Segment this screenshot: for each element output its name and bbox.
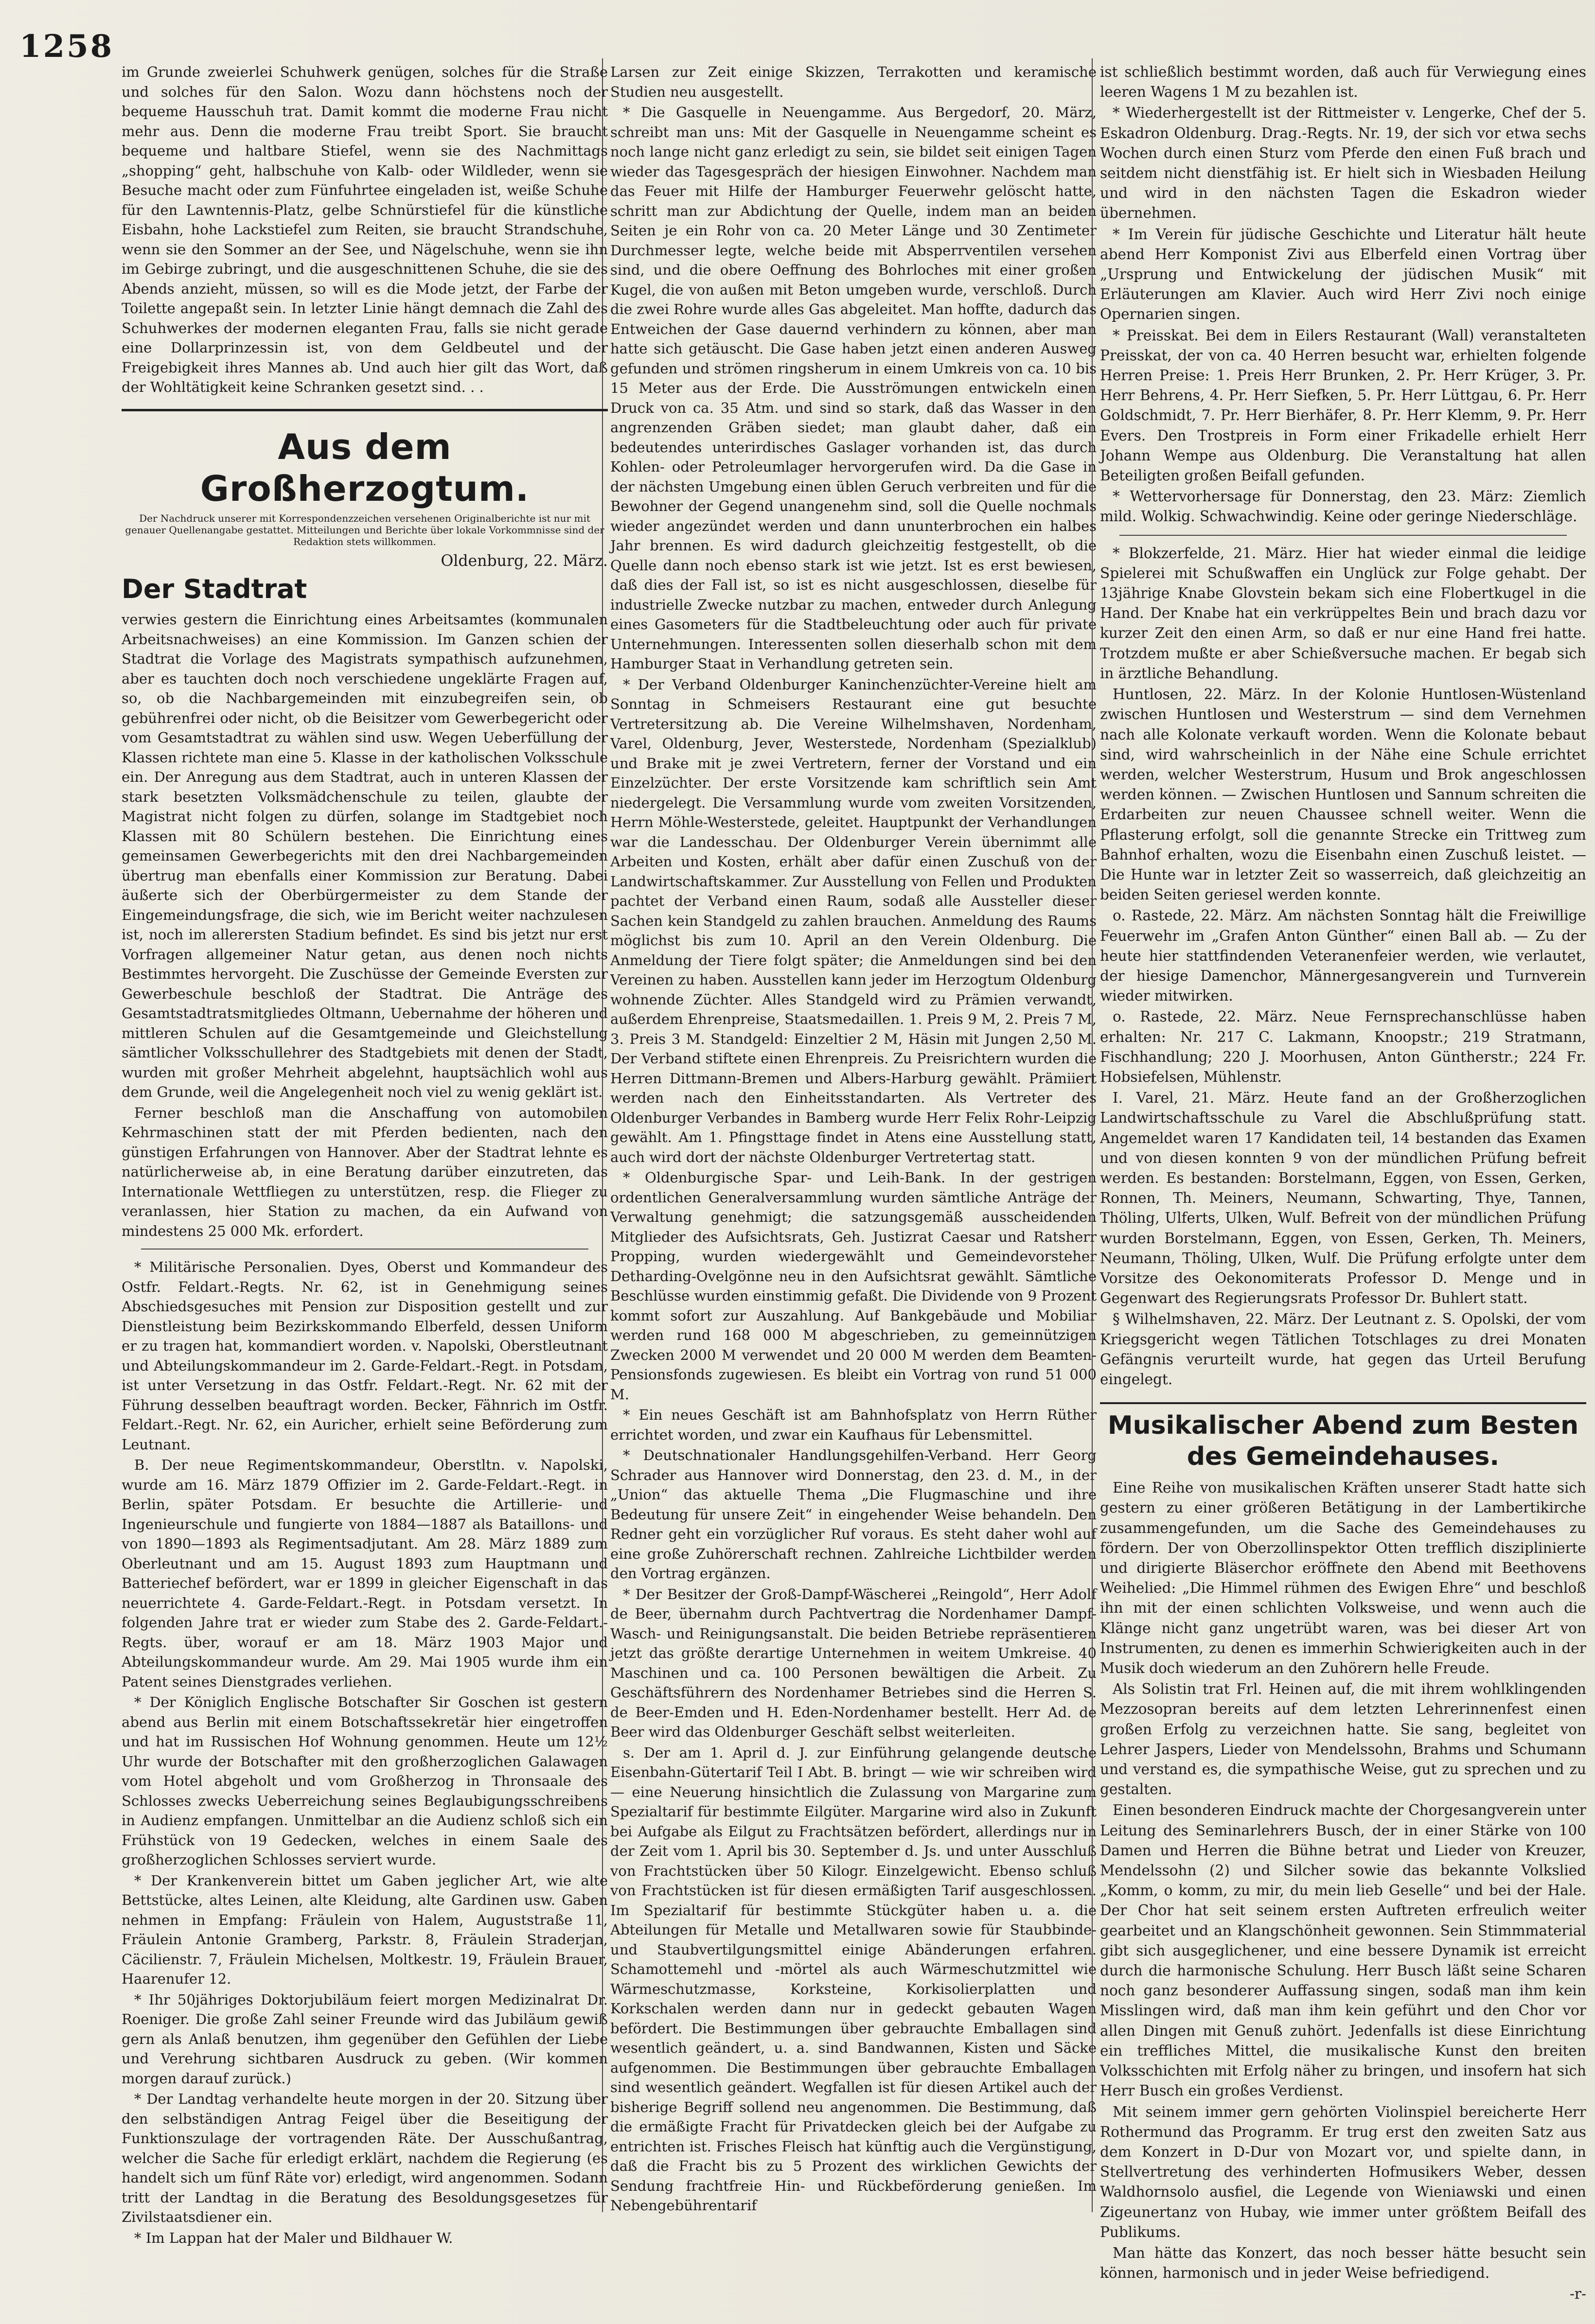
article-huntlosen: Huntlosen, 22. März. In der Kolonie Huntlosen-Wüstenland zwischen Huntlosen und Westerstrum — sind dem Vernehmen nach alle Kolonate verkauft worden. Wenn die Kolonate bebaut sind, wird wahrscheinlich in der Nähe eine Schule errichtet werden, welcher Westerstrum, Husum und Brok angeschlossen werden können. — Zwischen Huntlosen und Sannum schreiten die Erdarbeiten zur neuen Chaussee schnell weiter. Wenn die Pflasterung erfolgt, soll die genannte Strecke ein Trittweg zum Bahnhof erhalten, wozu die Eisenbahn einen Zuschuß leistet. — Die Hunte war in letzter Zeit so wasserreich, daß gleichzeitig an beiden Seiten geriesel werden konnte. [1100, 686, 1586, 903]
article-blokzerfelde: * Blokzerfelde, 21. März. Hier hat wieder einmal die leidige Spielerei mit Schußwaffen ein Unglück zur Folge gehabt. Der 13jährige Knabe Glovstein bekam sich eine Flobertkugel in die Hand. Der Knabe hat ein verkrüppeltes Bein und brach dazu vor kurzer Zeit den einen Arm, so daß er nur eine Hand frei hatte. Trotzdem mußte er aber Schießversuche machen. Er begab sich in ärztliche Behandlung. [1100, 545, 1586, 682]
headline-musikalischer-abend: Musikalischer Abend zum Besten des Gemeindehauses. [1100, 1402, 1586, 1472]
article-lappan: * Im Lappan hat der Maler und Bildhauer W. [134, 2229, 453, 2246]
article-eisenbahn: s. Der am 1. April d. J. zur Einführung gelangende deutsche Eisenbahn-Gütertarif Teil I Abt. B. bringt — wie wir schreiben wird — eine Neuerung hinsichtlich die Zulassung von Margarine zum Spezialtarif für bestimmte Eilgüter. Margarine wird also in Zukunft bei Aufgabe als Eilgut zu Frachtsätzen befördert, allerdings nur in der Zeit vom 1. April bis 30. September d. Js. und unter Ausschluß von Frachtstücken über 50 Kilogr. Einzelgewicht. Ebenso schluß von Frachtstücken ist für diesen ermäßigten Tarif ausgeschlossen. Im Spezialtarif für bestimmte Stückgüter haben u. a. die Abteilungen für Metalle und Metallwaren sowie für Staubbinde- und Staubvertilgungsmittel einige Abänderungen erfahren. Schamottemehl und -mörtel als auch Wärmeschutzmittel wie Wärmeschutzmasse, Korksteine, Korkisolierplatten und Korkschalen werden dann nur in gedeckt gebauten Wagen befördert. Die Bestimmungen über gebrauchte Emballagen sind wesentlich geändert, u. a. sind Bandwannen, Kisten und Säcke aufgenommen. Die Bestimmungen über gebrauchte Emballagen sind wesentlich geändert. Wegfallen ist für diesen Artikel auch der bisherige Begriff sollend neu angenommen. Die Bestimmung, daß die ermäßigte Fracht für Privatdecken gleich bei der Aufgabe zu entrichten ist. Frisches Fleisch hat künftig auch die Vergünstigung, daß die Fracht bis zu 5 Prozent des wirklichen Gewichts der Sendung frachtfreie Hin- und Rückbeförderung genießen. Im Nebengebührentarif [610, 1744, 1097, 2214]
article-sparbank: * Oldenburgische Spar- und Leih-Bank. In der gestrigen ordentlichen Generalversammlung wurden sämtliche Anträge der Verwaltung genehmigt; die satzungsgemäß ausscheidenden Mitglieder des Aufsichtsrats, Geh. Justizrat Caesar und Ratsherr Propping, wurden wiedergewählt und Gemeindevorsteher Detharding-Ovelgönne neu in den Aufsichtsrat gewählt. Sämtliche Beschlüsse wurden einstimmig gefaßt. Die Dividende von 9 Prozent kommt sofort zur Auszahlung. Auf Bankgebäude und Mobiliar werden rund 168 000 M abgeschrieben, zu gemeinnützigen Zwecken 2000 M verwendet und 20 000 M werden dem Beamten-Pensionsfonds zugewiesen. Es bleibt ein Vortrag von rund 51 000 M. [610, 1169, 1097, 1403]
divider [1119, 535, 1567, 536]
article-musik-p4: Mit seinem immer gern gehörten Violinspiel bereicherte Herr Rothermund das Programm. Er trug erst den zweiten Satz aus dem Konzert in D-Dur von Mozart vor, und spielte dann, in Stellvertretung des verhinderten Hofmusikers Weber, dessen Waldhornsolo ausfiel, die Legende von Wieniawski und einen Zigeunertanz von Hubay, wie immer unter größtem Beifall des Publikums. [1100, 2103, 1586, 2240]
dateline: Oldenburg, 22. März. [441, 552, 608, 570]
article-militaer: * Militärische Personalien. Dyes, Oberst und Kommandeur des Ostfr. Feldart.-Regts. Nr. 62, ist in Genehmigung seines Abschiedsgesuches mit Pension zur Disposition gestellt und zur Dienstleistung beim Bezirkskommando Elberfeld, dessen Uniform er zu tragen hat, kommandiert worden. v. Napolski, Oberstleutnant und Abteilungskommandeur im 2. Garde-Feldart.-Regt. in Potsdam, ist unter Versetzung in das Ostfr. Feldart.-Regt. Nr. 62 mit der Führung desselben beauftragt worden. Becker, Fähnrich im Ostfr. Feldart.-Regt. Nr. 62, ein Auricher, erhielt seine Beförderung zum Leutnant. [122, 1259, 608, 1453]
article-rastede-2: o. Rastede, 22. März. Neue Fernsprechanschlüsse haben erhalten: Nr. 217 C. Lakmann, Knoopstr.; 219 Stratmann, Fischhandlung; 220 J. Moorhusen, Anton Güntherstr.; 224 Fr. Hobsiefelsen, Mühlenstr. [1100, 1008, 1586, 1085]
article-tarif-continued: ist schließlich bestimmt worden, daß auch für Verwiegung eines leeren Wagens 1 M zu bezahlen ist. [1100, 64, 1586, 101]
article-doktorjubilaeum: * Ihr 50jähriges Doktorjubiläum feiert morgen Medizinalrat Dr. Roeniger. Die große Zahl seiner Freunde wird das Jubiläum gewiß gern als Anlaß benutzen, ihm gegenüber den Gefühlen der Liebe und Verehrung sichtbaren Ausdruck zu geben. (Wir kommen morgen darauf zurück.) [122, 1991, 608, 2087]
article-shoes-continued: im Grunde zweierlei Schuhwerk genügen, solches für die Straße und solches für den Salon. Wozu dann höchstens noch der bequeme Hausschuh trat. Damit kommt die moderne Frau nicht mehr aus. Denn die moderne Frau treibt Sport. Sie braucht bequeme und haltbare Stiefel, wenn sie des Nachmittags „shopping“ geht, halbschuhe von Kalb- oder Wildleder, wenn sie Besuche macht oder zum Fünfuhrtee eingeladen ist, weiße Schuhe für den Lawntennis-Platz, gelbe Schnürstiefel für die künstliche Eisbahn, hohe Lackstiefel zum Reiten, sie braucht Strandschuhe, wenn sie den Sommer an der See, und Nägelschuhe, wenn sie ihn im Gebirge zubringt, und die ausgeschnittenen Schuhe, die sie des Abends anzieht, müssen, so will es die Mode jetzt, der Farbe der Toilette angepaßt sein. In letzter Linie hängt demnach die Zahl des Schuhwerkes der modernen eleganten Frau, falls sie nicht gerade eine Dollarprinzessin ist, von dem Geldbeutel und der Freigebigkeit ihres Mannes ab. Und auch hier gilt das Wort, daß der Wohltätigkeit keine Schranken gesetzt sind. . . [122, 64, 608, 395]
divider [141, 1249, 588, 1250]
section-title-grossherzogtum: Aus dem Großherzogtum. [200, 426, 530, 509]
article-wilhelmshaven: § Wilhelmshaven, 22. März. Der Leutnant z. S. Opolski, der vom Kriegsgericht wegen Tätlichen Totschlages zu drei Monaten Gefängnis verurteilt wurde, hat gegen das Urteil Berufung eingelegt. [1100, 1311, 1586, 1388]
article-landtag: * Der Landtag verhandelte heute morgen in der 20. Sitzung über den selbständigen Antrag Feigel über die Beseitigung der Funktionszulage der vortragenden Räte. Der Ausschußantrag, welcher die Sache für erledigt erklärt, nachdem die Regierung (es handelt sich um fünf Räte vor) erledigt, wird angenommen. Sodann tritt der Landtag in die Beratung des Besoldungsgesetzes für Zivilstaatsdiener ein. [122, 2091, 608, 2225]
article-musik-p5: Man hätte das Konzert, das noch besser hätte besucht sein können, harmonisch und in jeder Weise befriedigend. [1100, 2244, 1586, 2282]
column-1 [122, 62, 608, 2249]
article-wiederhergestellt: * Wiederhergestellt ist der Rittmeister v. Lengerke, Chef der 5. Eskadron Oldenburg. Drag.-Regts. Nr. 19, der sich vor etwa sechs Wochen durch einen Sturz vom Pferde den einen Fuß brach und seitdem nicht dienstfähig ist. Er hielt sich in Wiesbaden Heilung und wird in den nächsten Tagen die Eskadron wieder übernehmen. [1100, 105, 1586, 222]
article-regiment: B. Der neue Regimentskommandeur, Oberstltn. v. Napolski, wurde am 16. März 1879 Offizier im 2. Garde-Feldart.-Regt. in Berlin, später Potsdam. Er besuchte die Artillerie- und Ingenieurschule und fungierte von 1884—1887 als Bataillons- und von 1890—1893 als Regimentsadjutant. Am 28. März 1889 zum Oberleutnant und am 15. August 1893 zum Hauptmann und Batteriechef befördert, war er 1899 in gleicher Eigenschaft in das neuerrichtete 4. Garde-Feldart.-Regt. in Potsdam versetzt. In folgenden Jahre trat er wieder zum Stabe des 2. Garde-Feldart.-Regts. über, worauf er am 18. März 1903 Major und Abteilungskommandeur wurde. Am 29. Mai 1905 wurde ihm ein Patent seines Dienstgrades verliehen. [122, 1457, 608, 1690]
article-wetter: * Wettervorhersage für Donnerstag, den 23. März: Ziemlich mild. Wolkig. Schwachwindig. Keine oder geringe Niederschläge. [1100, 488, 1586, 525]
reprint-notice: Der Nachdruck unserer mit Korrespondenzzeichen versehenen Originalberichte ist nur mit genauer Quellenangabe gestattet. Mitteilungen und Berichte über lokale Vorkommnisse sind der Redaktion stets willkommen. [125, 512, 604, 547]
article-gasquelle: * Die Gasquelle in Neuengamme. Aus Bergedorf, 20. März, schreibt man uns: Mit der Gasquelle in Neuengamme scheint es noch lange nicht ganz erledigt zu sein, sie bildet seit einigen Tagen wieder das Tagesgespräch der hiesigen Einwohner. Nachdem man das Feuer mit Hilfe der Hamburger Feuerwehr gelöscht hatte, schritt man zur Abdichtung der Quelle, indem man an beiden Seiten je ein Rohr von ca. 20 Meter Länge und 30 Zentimeter Durchmesser legte, welche beide mit Absperrventilen versehen sind, und die obere Oeffnung des Bohrloches mit einer großen Kugel, die von außen mit Beton umgeben wurde, verschloß. Durch die zwei Rohre wurde alles Gas abgeleitet. Man hoffte, dadurch das Entweichen der Gase dauernd verhindern zu können, aber man hatte sich getäuscht. Die Gase haben jetzt einen anderen Ausweg gefunden und strömen ringsherum in einem Umkreis von ca. 10 bis 15 Meter aus der Erde. Die Ausströmungen entwickeln einen Druck von ca. 35 Atm. und sind so stark, daß das Wasser in den angrenzenden Gräben siedet; man glaubt daher, daß ein bedeutendes unterirdisches Gaslager vorhanden ist, das durch Kohlen- oder Petroleumlager hervorgerufen wird. Da die Gase in der nächsten Umgebung einen üblen Geruch verbreiten und für die Bewohner der Gegend unangenehm sind, soll die Quelle nochmals wieder angezündet werden und dann ununterbrochen ein halbes Jahr brennen. Es wird dadurch gleichzeitig festgestellt, ob die Quelle dann noch ebenso stark ist wie jetzt. Ist es erst bewiesen, daß dies der Fall ist, so ist es nicht ausgeschlossen, dieselbe für industrielle Zwecke nutzbar zu machen, entweder durch Anlegung eines Gasometers für die Stadtbeleuchtung oder auch für private Unternehmungen. Interessenten sollen dieserhalb schon mit dem Hamburger Staat in Verhandlung getreten sein. [610, 104, 1097, 672]
article-botschafter: * Der Königlich Englische Botschafter Sir Goschen ist gestern abend aus Berlin mit einem Botschaftssekretär hier eingetroffen und hat im Russischen Hof Wohnung genommen. Heute um 12½ Uhr wurde der Botschafter mit den großherzoglichen Galawagen vom Hotel abgeholt und vom Großherzog in Thronsaale des Schlosses zwecks Ueberreichung seines Beglaubigungsschreibens in Audienz empfangen. Unmittelbar an die Audienz schloß sich ein Frühstück von 19 Gedecken, welches in einem Saale des großherzoglichen Schlosses serviert wurde. [122, 1694, 608, 1868]
article-musik-p1: Eine Reihe von musikalischen Kräften unserer Stadt hatte sich gestern zu einer größeren Betätigung in der Lambertikirche zusammengefunden, um die Sache des Gemeindehauses zu fördern. Der von Oberzollinspektor Otten trefflich disziplinierte und dirigierte Bläserchor eröffnete den Abend mit Beethovens Weihelied: „Die Himmel rühmen des Ewigen Ehre“ und beschloß ihn mit der einen schlichten Volksweise, und wenn auch die Klänge nicht ganz ungetrübt waren, was bei dieser Art von Instrumenten, zu denen es immerhin Schwierigkeiten auch in der Musik doch wiederum an den Zuhörern helle Freude. [1100, 1479, 1586, 1677]
article-rastede-1: o. Rastede, 22. März. Am nächsten Sonntag hält die Freiwillige Feuerwehr im „Grafen Anton Günther“ einen Ball ab. — Zu der heute hier stattfindenden Veteranenfeier werden, wie verlautet, der hiesige Damenchor, Männergesangverein und Turnverein wieder mitwirken. [1100, 907, 1586, 1004]
headline-stadtrat: Der Stadtrat [122, 574, 307, 604]
article-larsen: Larsen zur Zeit einige Skizzen, Terrakotten und keramische Studien neu ausgestellt. [610, 64, 1097, 100]
article-handlungsgehilfen: * Deutschnationaler Handlungsgehilfen-Verband. Herr Georg Schrader aus Hannover wird Donnerstag, den 23. d. M., in der „Union“ das aktuelle Thema „Die Flugmaschine und ihre Bedeutung für unsere Zeit“ in eingehender Weise behandeln. Den Redner geht ein vorzüglicher Ruf voraus. Es steht daher wohl auf eine große Zuhörerschaft rechnen. Zahlreiche Lichtbilder werden den Vortrag ergänzen. [610, 1447, 1097, 1582]
article-musik-p3: Einen besonderen Eindruck machte der Chorgesangverein unter Leitung des Seminarlehrers Busch, der in einer Stärke von 100 Damen und Herren die Bühne betrat und Lieder von Kreuzer, Mendelssohn (2) und Silcher sowie das bekannte Volkslied „Komm, o komm, zu mir, du mein lieb Geselle“ und bei der Hale. Der Chor hat seit seinem ersten Auftreten erfreulich weiter gearbeitet und an Klangschönheit gewonnen. Sein Stimmmaterial gibt sich ausgeglichener, und eine bessere Dynamik ist erreicht durch die harmonische Schulung. Herr Busch läßt seine Scharen noch ganz besonderer Auffassung singen, sodaß man ihm kein Misslingen wird, daß man ihm kein geführt und den Chor vor allen Dingen mit Genuß zuhört. Jedenfalls ist diese Einrichtung ein treffliches Mittel, die musikalische Kunst den breiten Volksschichten mit Erfolg näher zu bringen, und insofern hat sich Herr Busch ein großes Verdienst. [1100, 1802, 1586, 2099]
article-preisskat: * Preisskat. Bei dem in Eilers Restaurant (Wall) veranstalteten Preisskat, der von ca. 40 Herren besucht war, erhielten folgende Herren Preise: 1. Preis Herr Brunken, 2. Pr. Herr Krüger, 3. Pr. Herr Behrens, 4. Pr. Herr Siefken, 5. Pr. Herr Lüttgau, 6. Pr. Herr Goldschmidt, 7. Pr. Herr Bierhäfer, 8. Pr. Herr Klemm, 9. Pr. Herr Evers. Den Trostpreis in Form einer Frikadelle erhielt Herr Johann Wempe aus Oldenburg. Die Veranstaltung hat allen Beteiligten großen Beifall gefunden. [1100, 327, 1586, 484]
column-2 [610, 62, 1097, 2217]
article-juedisch: * Im Verein für jüdische Geschichte und Literatur hält heute abend Herr Komponist Zivi aus Elberfeld einen Vortrag über „Ursprung und Entwickelung der jüdischen Musik“ mit Erläuterungen am Klavier. Auch wird Herr Zivi noch einige Opernarien singen. [1100, 226, 1586, 323]
article-geschaeft: * Ein neues Geschäft ist am Bahnhofsplatz von Herrn Rüther errichtet worden, und zwar ein Kaufhaus für Lebensmittel. [610, 1407, 1097, 1443]
author-signature: -r- [1569, 2286, 1586, 2303]
article-stadtrat-p1: verwies gestern die Einrichtung eines Arbeitsamtes (kommunalen Arbeitsnachweises) an eine Kommission. Im Ganzen schien der Stadtrat die Vorlage des Magistrats sympathisch aufzunehmen, aber es tauchten doch noch verschiedene ungeklärte Fragen auf, so, ob die Nachbargemeinden mit einzubegreifen sein, ob gebührenfrei oder nicht, ob die Beisitzer vom Gewerbegericht oder vom Gesamtstadtrat zu wählen sind usw. Wegen Ueberfüllung der Klassen richtete man eine 5. Klasse in der katholischen Volksschule ein. Der Anregung aus dem Stadtrat, auch in unteren Klassen der stark besetzten Volksmädchenschule zu teilen, glaubte der Magistrat nicht folgen zu dürfen, solange im Stadtgebiet noch Klassen mit 80 Schülern bestehen. Die Einrichtung eines gemeinsamen Gewerbegerichts mit den drei Nachbargemeinden übertrug man ebenfalls einer Kommission zur Beratung. Dabei äußerte sich der Oberbürgermeister zu dem Stande der Eingemeindungsfrage, die sich, wie im Bericht weiter nachzulesen ist, noch im allerersten Stadium befindet. Es sind bis jetzt nur erst Vorfragen allgemeiner Natur getan, aus denen noch nichts Bestimmtes hervorgeht. Die Zuschüsse der Gemeinde Eversten zur Gewerbeschule beschloß der Stadtrat. Die Anträge des Gesamtstadtratsmitgliedes Oltmann, Uebernahme der höheren und mittleren Schulen auf die Gesamtgemeinde und Gleichstellung sämtlicher Volksschullehrer des Stadtgebiets mit denen der Stadt, wurden mit großer Mehrheit abgelehnt, hauptsächlich wohl aus dem Grunde, weil die Angelegenheit noch viel zu wenig geklärt ist. [122, 611, 608, 1100]
article-waescherei: * Der Besitzer der Groß-Dampf-Wäscherei „Reingold“, Herr Adolf de Beer, übernahm durch Pachtvertrag die Nordenhamer Dampf-Wasch- und Reinigungsanstalt. Die beiden Betriebe repräsentieren jetzt das größte derartige Unternehmen in weitem Umkreise. 40 Maschinen und ca. 100 Personen bewältigen die Arbeit. Zu Geschäftsführern des Nordenhamer Betriebes sind die Herren S. de Beer-Emden und H. Eden-Nordenhamer bestellt. Herr Ad. de Beer wird das Oldenburger Geschäft selbst weiterleiten. [610, 1585, 1097, 1740]
article-musik-p2: Als Solistin trat Frl. Heinen auf, die mit ihrem wohlklingenden Mezzosopran bereits auf dem letzten Lehrerinnenfest einen großen Erfolg zu verzeichnen hatte. Sie sang, begleitet von Lehrer Jaspers, Lieder von Mendelssohn, Brahms und Schumann und verstand es, die sympathische Weise, gut zu sprechen und zu gestalten. [1100, 1681, 1586, 1798]
article-stadtrat-p2: Ferner beschloß man die Anschaffung von automobilen Kehrmaschinen statt der mit Pferden bedienten, nach den günstigen Erfahrungen von Hannover. Aber der Stadtrat lehnte es natürlicherweise ab, in eine Beratung darüber einzutreten, das Internationale Wettfliegen zu unterstützen, resp. die Flieger zu veranlassen, hier Station zu machen, da ein Aufwand von mindestens 25 000 Mk. erfordert. [122, 1104, 608, 1239]
page-number: 1258 [19, 28, 114, 65]
column-3 [1100, 62, 1586, 2305]
article-varel: I. Varel, 21. März. Heute fand an der Großherzoglichen Landwirtschaftsschule zu Varel die Abschlußprüfung statt. Angemeldet waren 17 Kandidaten teil, 14 bestanden das Examen und von diesen konnten 9 von der mündlichen Prüfung befreit werden. Es bestanden: Borstelmann, Eggen, von Essen, Gerken, Ronnen, Th. Meiners, Neumann, Schwarting, Thye, Tannen, Thöling, Ulferts, Ulken, Wulf. Befreit von der mündlichen Prüfung wurden Borstelmann, Eggen, von Essen, Gerken, Th. Meiners, Neumann, Thöling, Ulken, Wulf. Die Prüfung erfolgte unter dem Vorsitze des Oekonomiterats Professor D. Menge und in Gegenwart des Regierungsrats Professor Dr. Buhlert statt. [1100, 1090, 1586, 1307]
article-krankenverein: * Der Krankenverein bittet um Gaben jeglicher Art, wie alte Bettstücke, altes Leinen, alte Kleidung, alte Gardinen usw. Gaben nehmen in Empfang: Fräulein von Halem, Auguststraße 11, Fräulein Antonie Gramberg, Parkstr. 8, Fräulein Straderjan, Cäcilienstr. 7, Fräulein Michelsen, Moltkestr. 19, Fräulein Brauer, Haarenufer 12. [122, 1872, 608, 1987]
section-divider [122, 409, 608, 411]
article-kaninchen: * Der Verband Oldenburger Kaninchenzüchter-Vereine hielt am Sonntag in Schmeisers Restaurant eine gut besuchte Vertretersitzung ab. Die Vereine Wilhelmshaven, Nordenham, Varel, Oldenburg, Jever, Westerstede, Nordenham (Spezialklub) und Brake mit je zwei Vertretern, ferner der Vorstand und ein Einzelzüchter. Der erste Vorsitzende kam schriftlich sein Amt niedergelegt. Die Versammlung wurde vom zweiten Vorsitzenden, Herrn Möhle-Westerstede, geleitet. Hauptpunkt der Verhandlungen war die Landesschau. Der Oldenburger Verein übernimmt alle Arbeiten und Kosten, erhält aber dafür einen Zuschuß von der Landwirtschaftskammer. Zur Ausstellung von Fellen und Produkten pachtet der Verband einen Raum, sodaß alle Aussteller dieser Sachen kein Standgeld zu zahlen brauchen. Anmeldung des Raums möglichst bis zum 10. April an den Verein Oldenburg. Die Anmeldung der Tiere folgt später; die Anmeldungen sind bei den Vereinen zu haben. Ausstellen kann jeder im Herzogtum Oldenburg wohnende Züchter. Alles Standgeld wird zu Prämien verwandt, außerdem Ehrenpreise, Staatsmedaillen. 1. Preis 9 M, 2. Preis 7 M, 3. Preis 3 M. Standgeld: Einzeltier 2 M, Häsin mit Jungen 2,50 M. Der Verband stiftete einen Ehrenpreis. Zu Preisrichtern wurden die Herren Dittmann-Bremen und Albers-Harburg gewählt. Prämiiert werden nach den Einheitsstandarten. Als Vertreter des Oldenburger Verbandes in Bamberg wurde Herr Felix Rohr-Leipzig gewählt. Am 1. Pfingsttage findet in Atens eine Ausstellung statt, auch wird dort der nächste Oldenburger Vertretertag statt. [610, 676, 1097, 1165]
